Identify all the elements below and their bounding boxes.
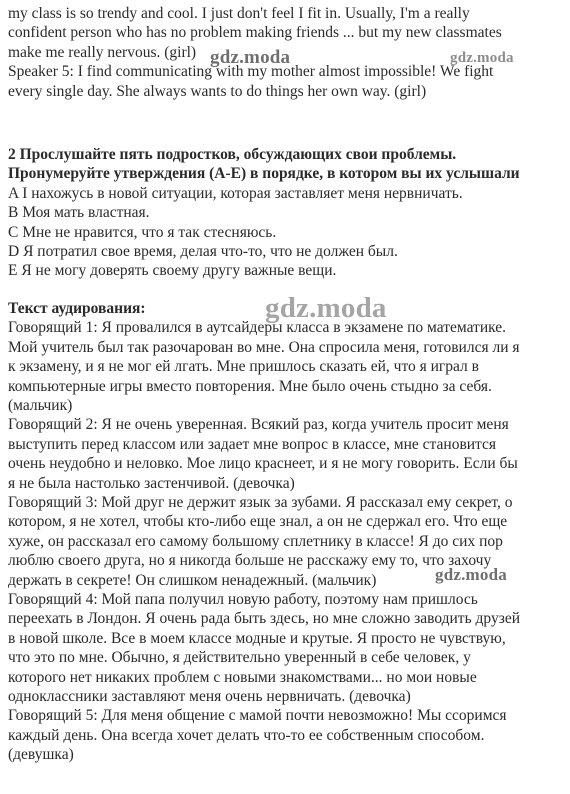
watermark: gdz.moda (210, 47, 291, 68)
transcript-line: выступить перед классом или задает мне вопрос в классе, мне становится (8, 435, 497, 453)
transcript-line: Говорящий 4: Мой папа получил новую работу, поэтому нам пришлось (8, 590, 478, 608)
document-page (8, 4, 568, 765)
transcript-line: переехать в Лондон. Я очень рада быть здесь, но мне сложно заводить друзей (8, 610, 521, 628)
transcript-line: (девушка) (8, 746, 74, 764)
transcript-line: что это по мне. Обычно, я действительно уверенный в себе человек, у (8, 649, 471, 667)
watermark: gdz.moda (450, 50, 514, 66)
text-line: my class is so trendy and cool. I just don't feel I fit in. Usually, I'm a really (8, 5, 470, 22)
task-heading: 2 Прослушайте пять подростков, обсуждающих свои проблемы. (8, 146, 457, 164)
transcript-line: очень неудобно и неловко. Мое лицо краснеет, и я не могу говорить. Если бы (8, 455, 518, 473)
transcript-block (8, 299, 568, 765)
transcript-line: я не была настолько застенчивой. (девочка) (8, 474, 295, 492)
transcript-line: Говорящий 2: Я не очень уверенная. Всякий раз, когда учитель просит меня (8, 416, 509, 434)
transcript-line: Говорящий 5: Для меня общение с мамой почти невозможно! Мы ссоримся (8, 707, 507, 725)
statement-d: D Я потратил свое время, делая что-то, что не должен был. (8, 243, 398, 261)
text-line: Speaker 5: I find communicating with my mother almost impossible! We fight (8, 63, 494, 81)
transcript-line: к экзамену, и я не мог ей лгать. Мне пришлось сказать ей, что я играл в (8, 358, 479, 376)
transcript-line: Говорящий 3: Мой друг не держит язык за зубами. Я рассказал ему секрет, о (8, 493, 513, 511)
statement-b: B Моя мать властная. (8, 204, 150, 222)
transcript-line: Мой учитель был так разочарован во мне. Она спросила меня, готовился ли я (8, 338, 520, 356)
text-line: make me really nervous. (girl) (8, 43, 197, 61)
transcript-line: Говорящий 1: Я провалился в аутсайдеры класса в экзамене по математике. (8, 319, 507, 337)
transcript-line: люблю своего друга, но я никогда больше не расскажу ему то, что захочу (8, 552, 492, 570)
text-line: every single day. She always wants to do things her own way. (girl) (8, 82, 427, 100)
transcript-line: которого нет никаких проблем с новыми знакомствами... но мои новые (8, 668, 477, 686)
transcript-line: каждый день. Она всегда хочет делать что-то ее собственным способом. (8, 726, 485, 744)
statement-e: E Я не могу доверять своему другу важные вещи. (8, 262, 337, 280)
task-block (8, 145, 568, 281)
watermark: gdz.moda (435, 565, 507, 584)
statement-c: C Мне не нравится, что я так стесняюсь. (8, 223, 277, 241)
transcript-heading: Текст аудирования: (8, 299, 146, 317)
transcript-line: компьютерные игры вместо повторения. Мне было очень стыдно за себя. (8, 377, 492, 395)
transcript-line: котором, я не хотел, чтобы кто-либо еще знал, а он не сдержал его. Что еще (8, 513, 508, 531)
transcript-line: (мальчик) (8, 396, 73, 414)
spacer (8, 101, 568, 145)
transcript-line: хуже, он рассказал его самому большому сплетнику в классе! Я до сих пор (8, 532, 503, 550)
transcript-line: в новой школе. Все в моем классе модные и крутые. Я просто не чувствую, (8, 629, 506, 647)
task-heading: Пронумеруйте утверждения (А-Е) в порядке, в котором вы их услышали (8, 165, 520, 183)
text-line: confident person who has no problem making friends ... but my new classmates (8, 24, 502, 42)
transcript-line: одноклассники заставляют меня очень нервничать. (девочка) (8, 688, 411, 705)
transcript-line: держать в секрете! Он слишком ненадежный. (мальчик) (8, 571, 377, 589)
watermark: gdz.moda (265, 292, 387, 324)
statement-a: A I нахожусь в новой ситуации, которая заставляет меня нервничать. (8, 184, 463, 202)
